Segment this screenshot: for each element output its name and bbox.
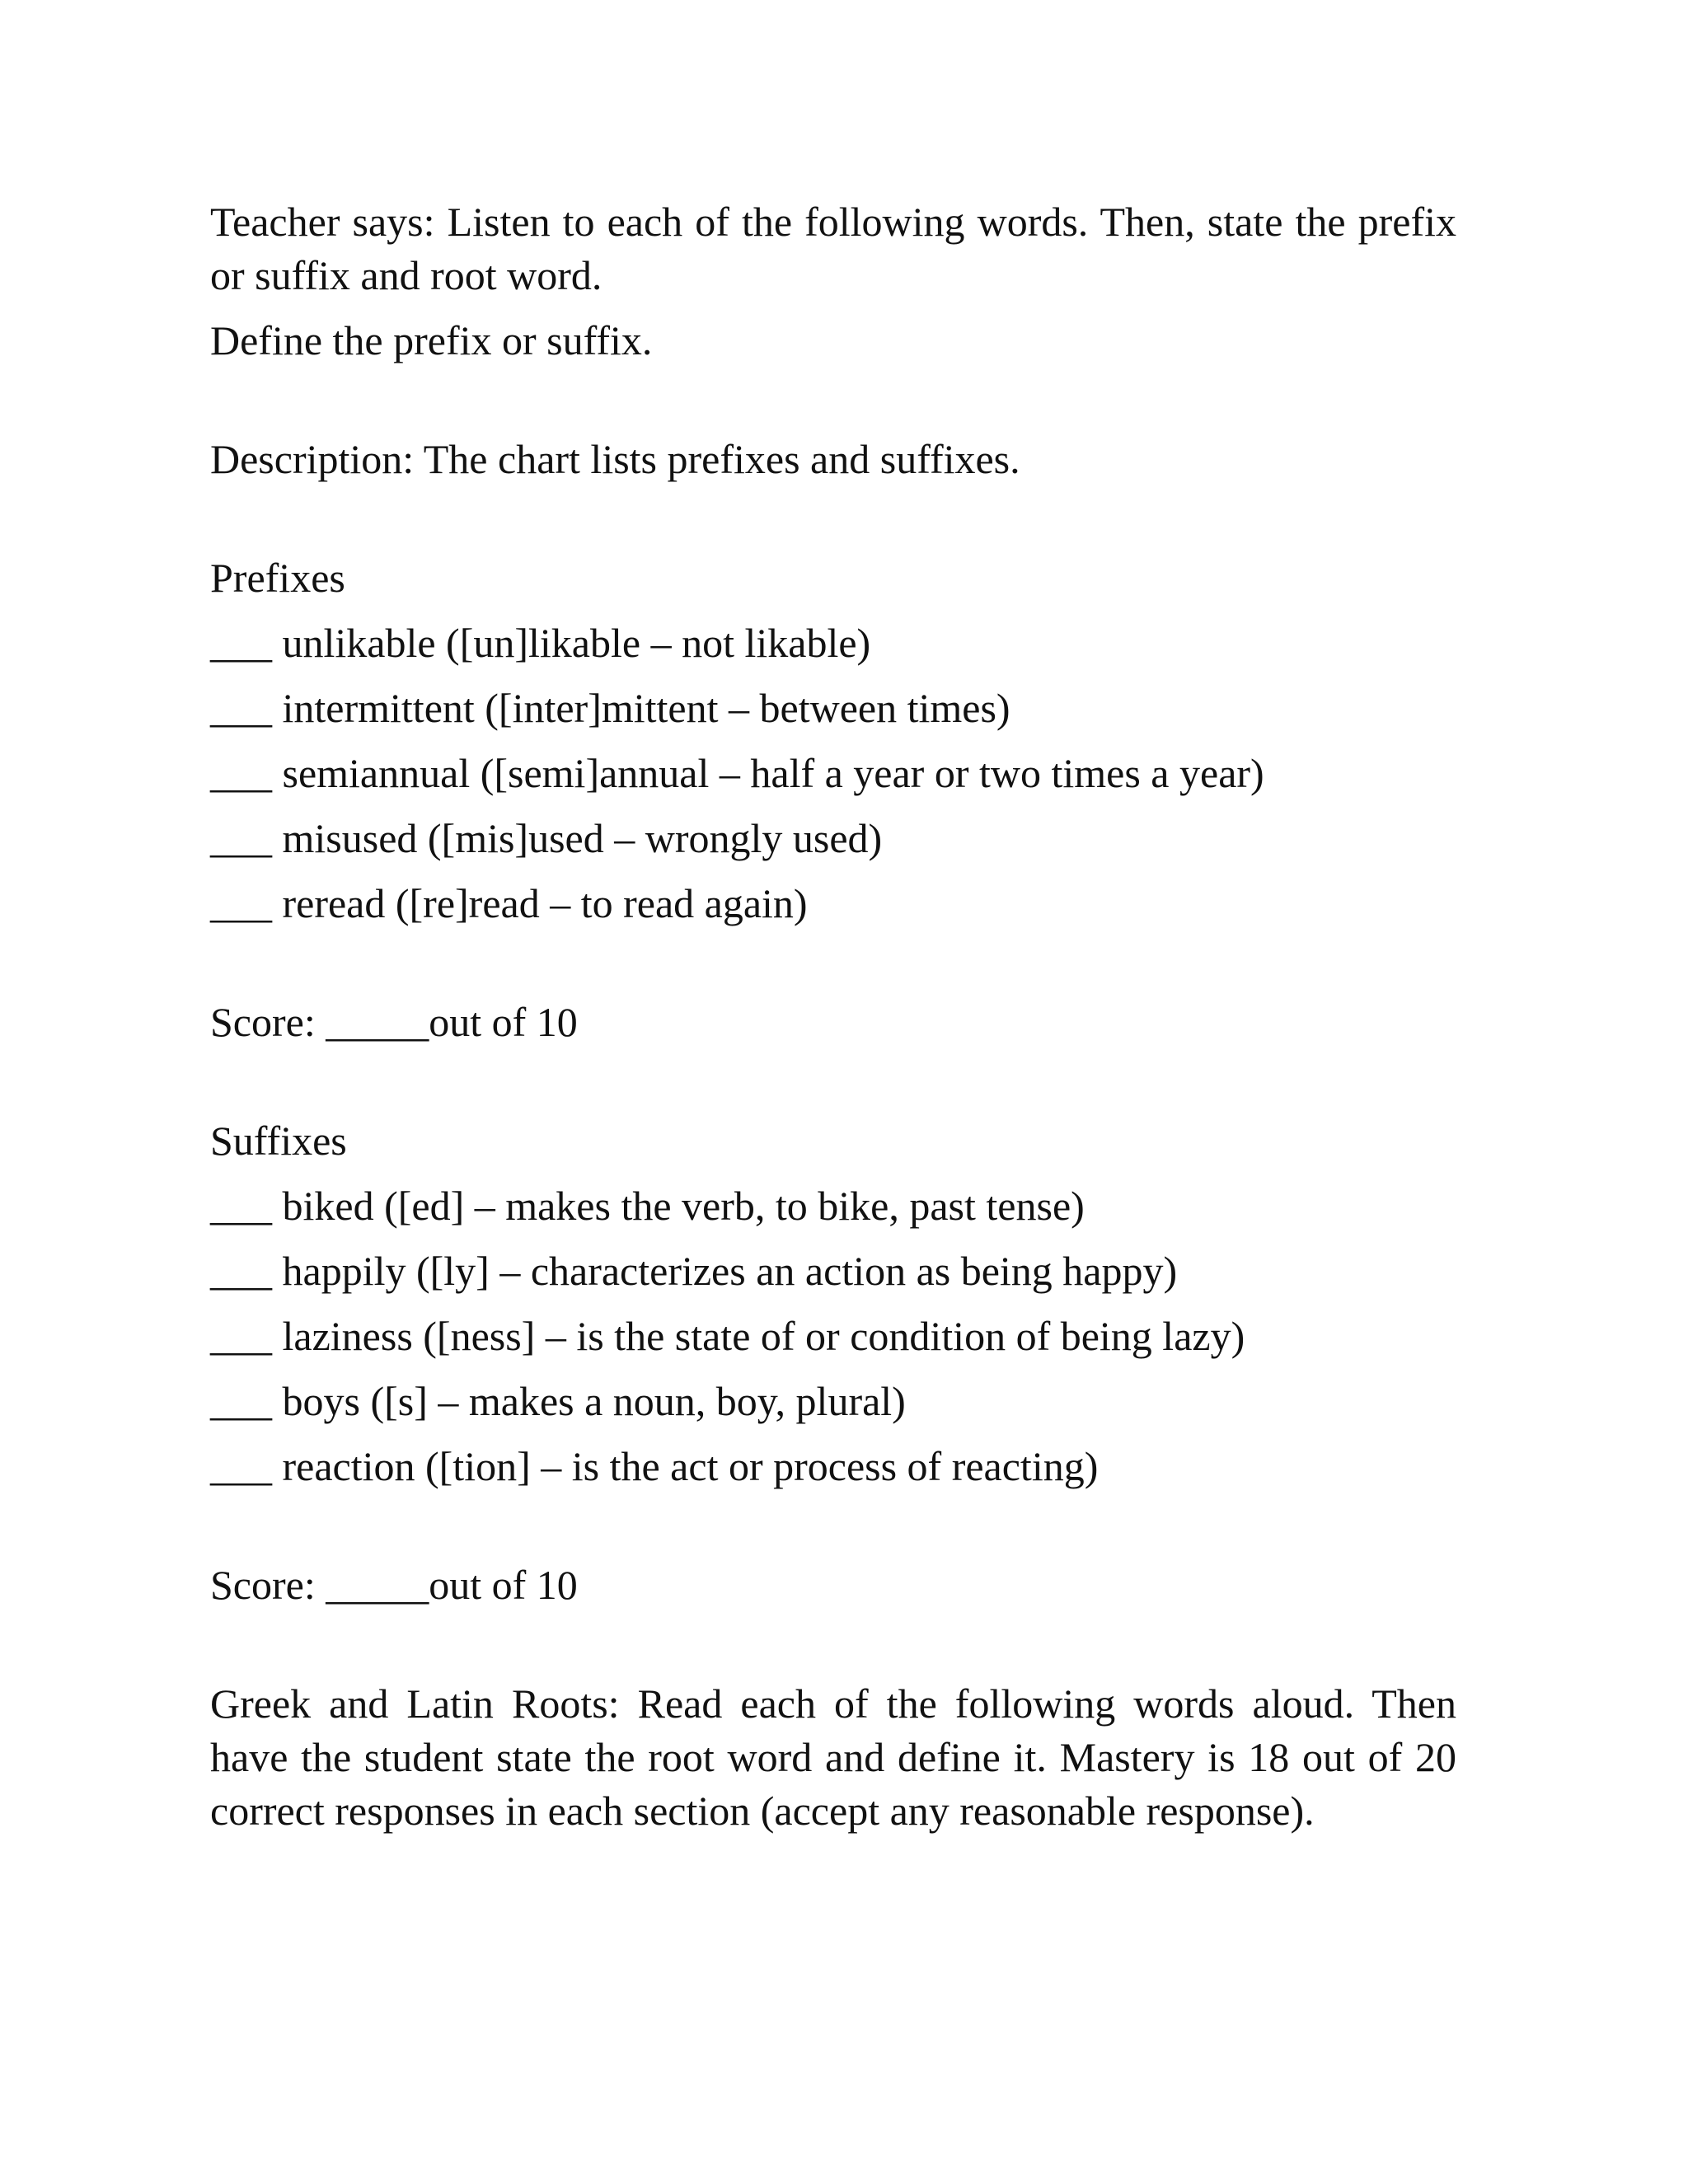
prefix-item bbox=[210, 616, 870, 670]
prefix-item-text: unlikable ([un]likable – not likable) bbox=[282, 620, 871, 666]
suffix-item-text: boys ([s] – makes a noun, boy, plural) bbox=[282, 1378, 906, 1424]
intro-instructions: Teacher says: Listen to each of the following words. Then, state the prefix or suffix and root word. bbox=[210, 199, 1456, 298]
answer-blank: ___ bbox=[210, 620, 272, 666]
suffix-item-text: reaction ([tion] – is the act or process of reacting) bbox=[282, 1443, 1099, 1489]
prefix-item bbox=[210, 812, 882, 865]
intro-define: Define the prefix or suffix. bbox=[210, 317, 653, 363]
suffix-item-text: biked ([ed] – makes the verb, to bike, past tense) bbox=[282, 1183, 1085, 1229]
answer-blank: ___ bbox=[210, 750, 272, 796]
answer-blank: ___ bbox=[210, 1313, 272, 1359]
answer-blank: ___ bbox=[210, 815, 272, 861]
suffix-item-text: happily ([ly] – characterizes an action as being happy) bbox=[282, 1248, 1178, 1294]
suffix-item bbox=[210, 1179, 1085, 1233]
description: Description: The chart lists prefixes and suffixes. bbox=[210, 436, 1020, 482]
prefixes-score bbox=[210, 996, 578, 1049]
score-suffix: out of 10 bbox=[429, 1562, 578, 1608]
answer-blank: ___ bbox=[210, 880, 272, 926]
suffixes-heading: Suffixes bbox=[210, 1118, 347, 1164]
roots-instructions: Greek and Latin Roots: Read each of the following words aloud. Then have the student state the root word and define it. Mastery is 18 out of 20 correct responses in each section (accept any reasonable response). bbox=[210, 1680, 1456, 1834]
answer-blank: ___ bbox=[210, 1378, 272, 1424]
score-blank: _____ bbox=[326, 1562, 429, 1608]
prefix-item bbox=[210, 877, 808, 930]
answer-blank: ___ bbox=[210, 685, 272, 731]
suffix-item bbox=[210, 1310, 1245, 1363]
prefix-item-text: reread ([re]read – to read again) bbox=[282, 880, 808, 926]
prefix-item-text: semiannual ([semi]annual – half a year or two times a year) bbox=[282, 750, 1264, 796]
suffixes-score bbox=[210, 1558, 578, 1612]
suffix-item bbox=[210, 1440, 1098, 1493]
answer-blank: ___ bbox=[210, 1248, 272, 1294]
prefix-item bbox=[210, 747, 1264, 800]
prefixes-heading: Prefixes bbox=[210, 555, 345, 601]
suffix-item-text: laziness ([ness] – is the state of or condition of being lazy) bbox=[282, 1313, 1245, 1359]
suffix-item bbox=[210, 1244, 1177, 1298]
score-blank: _____ bbox=[326, 999, 429, 1045]
answer-blank: ___ bbox=[210, 1443, 272, 1489]
score-label: Score: bbox=[210, 999, 316, 1045]
score-label: Score: bbox=[210, 1562, 316, 1608]
answer-blank: ___ bbox=[210, 1183, 272, 1229]
suffix-item bbox=[210, 1375, 906, 1428]
prefix-item bbox=[210, 682, 1010, 735]
prefix-item-text: misused ([mis]used – wrongly used) bbox=[282, 815, 883, 861]
prefix-item-text: intermittent ([inter]mittent – between times) bbox=[282, 685, 1010, 731]
score-suffix: out of 10 bbox=[429, 999, 578, 1045]
